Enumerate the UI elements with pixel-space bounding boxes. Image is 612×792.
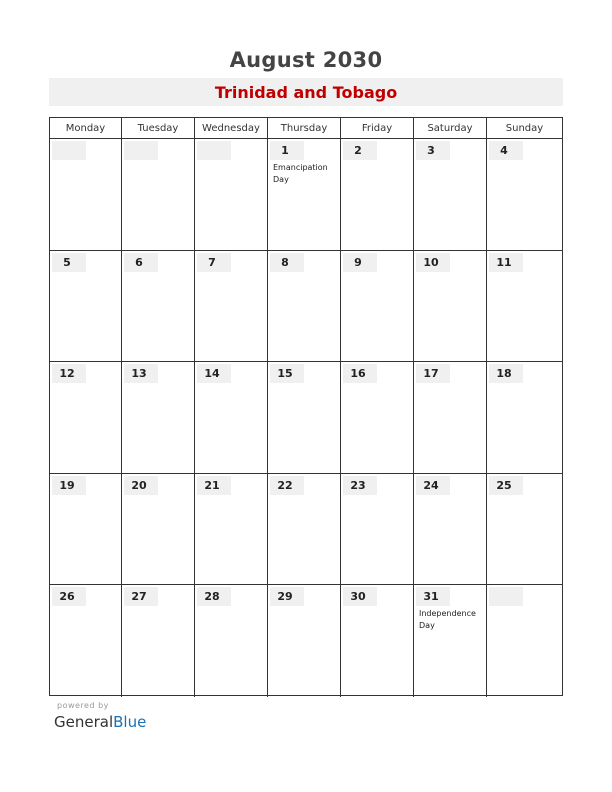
day-number: 2 (354, 144, 362, 157)
day-number-box (343, 364, 377, 383)
day-number: 28 (204, 590, 220, 604)
day-cell[interactable] (195, 139, 268, 251)
day-number-box (489, 476, 523, 495)
day-number-box (52, 587, 86, 606)
day-number-box (52, 476, 86, 495)
day-number-box (124, 141, 158, 160)
day-number-box (489, 364, 523, 383)
day-number-box (197, 364, 231, 383)
day-cell[interactable] (122, 362, 195, 474)
day-number: 31 (423, 590, 439, 604)
day-number-box (124, 587, 158, 606)
day-cell[interactable] (195, 362, 268, 474)
day-number: 19 (59, 478, 75, 492)
day-cell[interactable] (487, 585, 562, 697)
day-number: 6 (135, 255, 143, 269)
day-cell[interactable] (341, 139, 414, 251)
day-number: 16 (350, 367, 366, 381)
day-cell[interactable] (50, 585, 122, 697)
day-number-box (416, 587, 450, 606)
day-number-box (197, 587, 231, 606)
weekday-monday: Monday (50, 118, 122, 138)
day-cell[interactable] (195, 585, 268, 697)
day-number-box (489, 587, 523, 606)
day-number: 30 (350, 590, 366, 604)
day-cell[interactable] (487, 139, 562, 251)
day-number: 25 (496, 478, 512, 492)
day-number: 13 (131, 367, 147, 381)
day-number-box (489, 253, 523, 272)
holiday-label: Emancipation Day (273, 163, 328, 184)
day-cell[interactable] (341, 474, 414, 586)
footer-brand-logo[interactable] (54, 713, 146, 731)
day-cell[interactable] (341, 251, 414, 363)
day-number: 12 (59, 367, 75, 381)
day-number: 20 (131, 478, 147, 492)
brand-general: General (54, 713, 114, 731)
day-cell[interactable] (414, 585, 487, 697)
day-number: 8 (281, 255, 289, 269)
day-number: 14 (204, 367, 220, 381)
calendar-title: August 2030 (229, 48, 383, 72)
day-cell[interactable] (487, 251, 562, 363)
day-cell[interactable] (414, 474, 487, 586)
day-number: 21 (204, 478, 220, 492)
holiday-label: Independence Day (419, 609, 476, 631)
day-number: 9 (354, 255, 362, 269)
day-number: 17 (423, 367, 439, 381)
day-number: 3 (427, 144, 435, 157)
day-cell[interactable] (487, 474, 562, 586)
day-cell[interactable] (341, 362, 414, 474)
brand-blue: Blue (113, 713, 147, 731)
day-number: 26 (59, 590, 75, 604)
day-cell[interactable] (50, 474, 122, 586)
day-cell[interactable] (50, 251, 122, 363)
day-number-box (416, 364, 450, 383)
day-number-box (343, 587, 377, 606)
day-number-box (343, 253, 377, 272)
day-number-box (343, 476, 377, 495)
country-bar (49, 78, 563, 106)
day-number-box (270, 141, 304, 160)
day-cell[interactable] (195, 474, 268, 586)
day-cell[interactable] (268, 585, 341, 697)
day-number-box (124, 364, 158, 383)
day-cell[interactable] (50, 362, 122, 474)
day-number-box (124, 253, 158, 272)
day-cell[interactable] (414, 251, 487, 363)
day-number: 22 (277, 478, 293, 492)
day-number-box (270, 253, 304, 272)
weekday-friday: Friday (341, 118, 414, 138)
day-number: 23 (350, 478, 366, 492)
day-number-box (197, 476, 231, 495)
day-cell[interactable] (268, 139, 341, 251)
day-cell[interactable] (487, 362, 562, 474)
day-cell[interactable] (122, 585, 195, 697)
day-number: 4 (500, 144, 508, 157)
footer-powered-by: powered by (57, 701, 109, 710)
weekday-header (50, 118, 562, 139)
day-number-box (197, 253, 231, 272)
day-number: 7 (208, 255, 216, 269)
day-number: 18 (496, 367, 512, 381)
day-number: 5 (63, 255, 71, 269)
day-number-box (124, 476, 158, 495)
day-number-box (416, 476, 450, 495)
day-cell[interactable] (268, 474, 341, 586)
weekday-sunday: Sunday (505, 123, 544, 134)
day-number-box (197, 141, 231, 160)
country-name: Trinidad and Tobago (214, 83, 398, 102)
day-cell[interactable] (268, 251, 341, 363)
day-number-box (489, 141, 523, 160)
day-number-box (52, 253, 86, 272)
day-number: 27 (131, 590, 147, 604)
day-cell[interactable] (122, 251, 195, 363)
day-number-box (343, 141, 377, 160)
day-cell[interactable] (195, 251, 268, 363)
day-cell[interactable] (122, 139, 195, 251)
day-number: 10 (423, 255, 439, 269)
weekday-thursday: Thursday (268, 118, 341, 138)
day-number: 24 (423, 478, 439, 492)
day-number-box (270, 587, 304, 606)
day-number: 15 (277, 367, 293, 381)
day-number-box (416, 141, 450, 160)
day-number-box (52, 364, 86, 383)
day-number-box (270, 476, 304, 495)
weekday-tuesday: Tuesday (122, 118, 195, 138)
day-number: 11 (496, 255, 512, 269)
day-number-box (416, 253, 450, 272)
day-cell[interactable] (122, 474, 195, 586)
day-cell[interactable] (414, 362, 487, 474)
calendar-grid (49, 117, 563, 696)
day-number: 1 (281, 144, 289, 157)
day-cell[interactable] (414, 139, 487, 251)
day-number: 29 (277, 590, 293, 604)
day-number-box (52, 141, 86, 160)
day-cell[interactable] (50, 139, 122, 251)
day-cell[interactable] (268, 362, 341, 474)
weekday-wednesday: Wednesday (195, 118, 268, 138)
weekday-saturday: Saturday (414, 118, 487, 138)
day-number-box (270, 364, 304, 383)
day-cell[interactable] (341, 585, 414, 697)
